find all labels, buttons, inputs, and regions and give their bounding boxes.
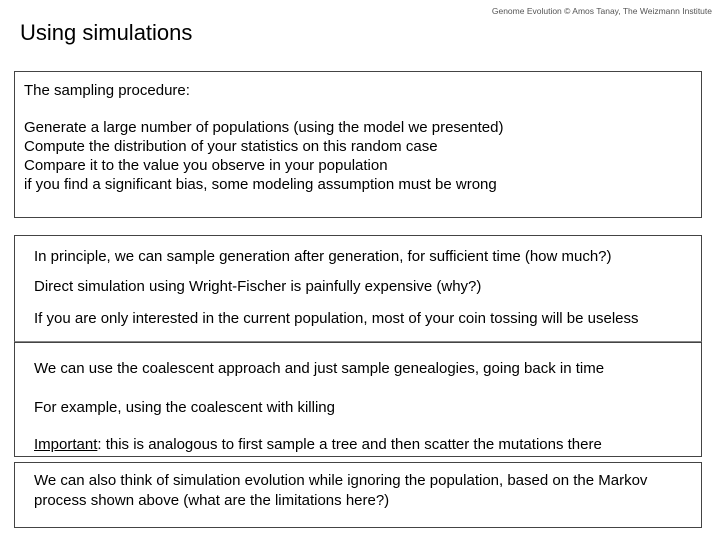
coalescent-box	[14, 342, 702, 457]
important-label: Important	[34, 436, 98, 453]
step-item: if you find a significant bias, some modeling assumption must be wrong	[24, 176, 497, 193]
sampling-intro: The sampling procedure:	[24, 82, 190, 99]
text-line: If you are only interested in the current population, most of your coin tossing will be useless	[34, 310, 639, 327]
text-line: For example, using the coalescent with killing	[34, 399, 335, 416]
header-credit: Genome Evolution © Amos Tanay, The Weizmann Institute	[491, 6, 712, 16]
slide-title: Using simulations	[20, 20, 193, 45]
sampling-procedure-box	[14, 71, 702, 218]
text-line: In principle, we can sample generation after generation, for sufficient time (how much?)	[34, 248, 612, 265]
step-item: Compute the distribution of your statistics on this random case	[24, 138, 438, 155]
sampling-steps	[24, 118, 692, 194]
markov-process-box	[14, 462, 702, 528]
important-line	[34, 436, 602, 454]
step-item: Generate a large number of populations (using the model we presented)	[24, 119, 504, 136]
important-text: : this is analogous to first sample a tree and then scatter the mutations there	[97, 436, 602, 453]
markov-paragraph: We can also think of simulation evolution while ignoring the population, based on the Markov process shown above (what are the limitations here?)	[34, 472, 648, 509]
text-line: We can use the coalescent approach and just sample genealogies, going back in time	[34, 360, 605, 377]
text-line: Direct simulation using Wright-Fischer is painfully expensive (why?)	[34, 278, 482, 295]
step-item: Compare it to the value you observe in your population	[24, 157, 388, 174]
direct-simulation-box	[14, 235, 702, 342]
